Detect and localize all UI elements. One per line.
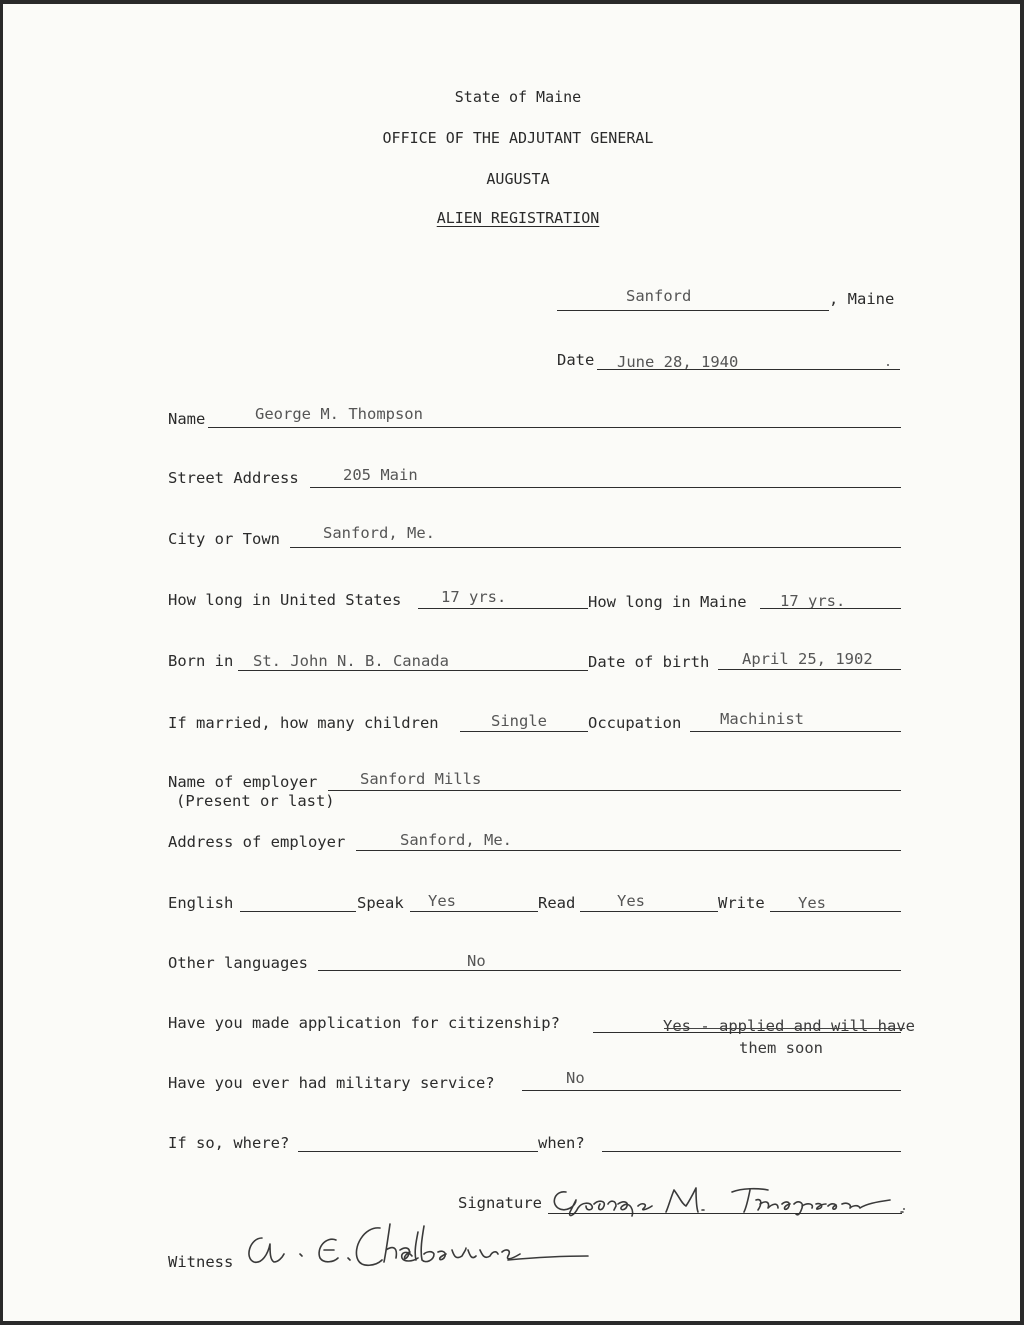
when-line [602,1151,901,1152]
born-in-value: St. John N. B. Canada [253,652,449,670]
name-line [208,427,901,428]
signature-label: Signature [458,1194,542,1212]
english-read-label: Read [538,894,576,912]
scan-border-right [1020,0,1024,1325]
born-in-line [238,670,588,671]
military-value: No [566,1069,585,1087]
maine-duration-value: 17 yrs. [780,592,846,610]
when-label: when? [538,1134,585,1152]
children-label: If married, how many children [168,714,439,732]
where-label: If so, where? [168,1134,290,1152]
maine-duration-line [760,608,901,609]
street-line [310,487,901,488]
city-value: Sanford, Me. [323,524,435,542]
english-write-value: Yes [798,894,826,912]
employer-address-value: Sanford, Me. [400,831,512,849]
military-label: Have you ever had military service? [168,1074,495,1092]
english-label: English [168,894,234,912]
born-in-label: Born in [168,652,234,670]
english-write-label: Write [718,894,765,912]
children-value: Single [491,712,547,730]
signature-line [548,1213,902,1214]
place-value: Sanford [626,287,692,305]
witness-label: Witness [168,1253,234,1271]
occupation-value: Machinist [720,710,804,728]
header-title: ALIEN REGISTRATION [436,209,600,227]
other-languages-label: Other languages [168,954,308,972]
citizenship-line [593,1032,901,1033]
employer-value: Sanford Mills [360,770,482,788]
english-speak-line [410,911,538,912]
birth-date-label: Date of birth [588,653,710,671]
employer-sublabel: (Present or last) [176,792,335,810]
header-state: State of Maine [454,88,582,106]
english-read-line [580,911,718,912]
us-duration-value: 17 yrs. [441,588,507,606]
name-label: Name [168,410,206,428]
scan-border-top [0,0,1024,4]
date-value: June 28, 1940 [617,353,739,371]
citizenship-label: Have you made application for citizenship? [168,1014,560,1032]
city-line [290,547,901,548]
name-value: George M. Thompson [255,405,423,423]
date-label: Date [557,351,595,369]
witness-handwriting [240,1218,600,1270]
header-office: OFFICE OF THE ADJUTANT GENERAL [382,129,654,147]
citizenship-value-line2: them soon [739,1039,823,1057]
signature-period [903,1208,905,1210]
us-duration-label: How long in United States [168,591,402,609]
place-line [557,310,829,311]
where-line [298,1151,538,1152]
other-languages-value: No [467,952,486,970]
english-read-value: Yes [617,892,645,910]
english-write-line [770,911,901,912]
date-period [887,364,889,366]
english-speak-label: Speak [357,894,404,912]
employer-label: Name of employer [168,773,318,791]
employer-line [328,790,901,791]
employer-address-line [356,850,901,851]
occupation-line [690,731,901,732]
employer-address-label: Address of employer [168,833,346,851]
children-line [460,731,588,732]
citizenship-value: Yes - applied and will have [663,1017,915,1035]
street-label: Street Address [168,469,299,487]
us-duration-line [418,608,588,609]
english-speak-value: Yes [428,892,456,910]
city-label: City or Town [168,530,280,548]
birth-date-value: April 25, 1902 [742,650,873,668]
date-line [597,369,900,370]
occupation-label: Occupation [588,714,682,732]
scan-border-bottom [0,1321,1024,1325]
military-line [522,1090,901,1091]
maine-duration-label: How long in Maine [588,593,747,611]
citizenship-strikethrough [664,1028,905,1029]
header-city: AUGUSTA [486,170,550,188]
english-line [240,911,356,912]
other-languages-line [318,970,901,971]
signature-handwriting [546,1178,908,1218]
place-suffix: , Maine [829,290,895,308]
birth-date-line [718,669,901,670]
street-value: 205 Main [343,466,418,484]
scan-border-left [0,0,3,1325]
